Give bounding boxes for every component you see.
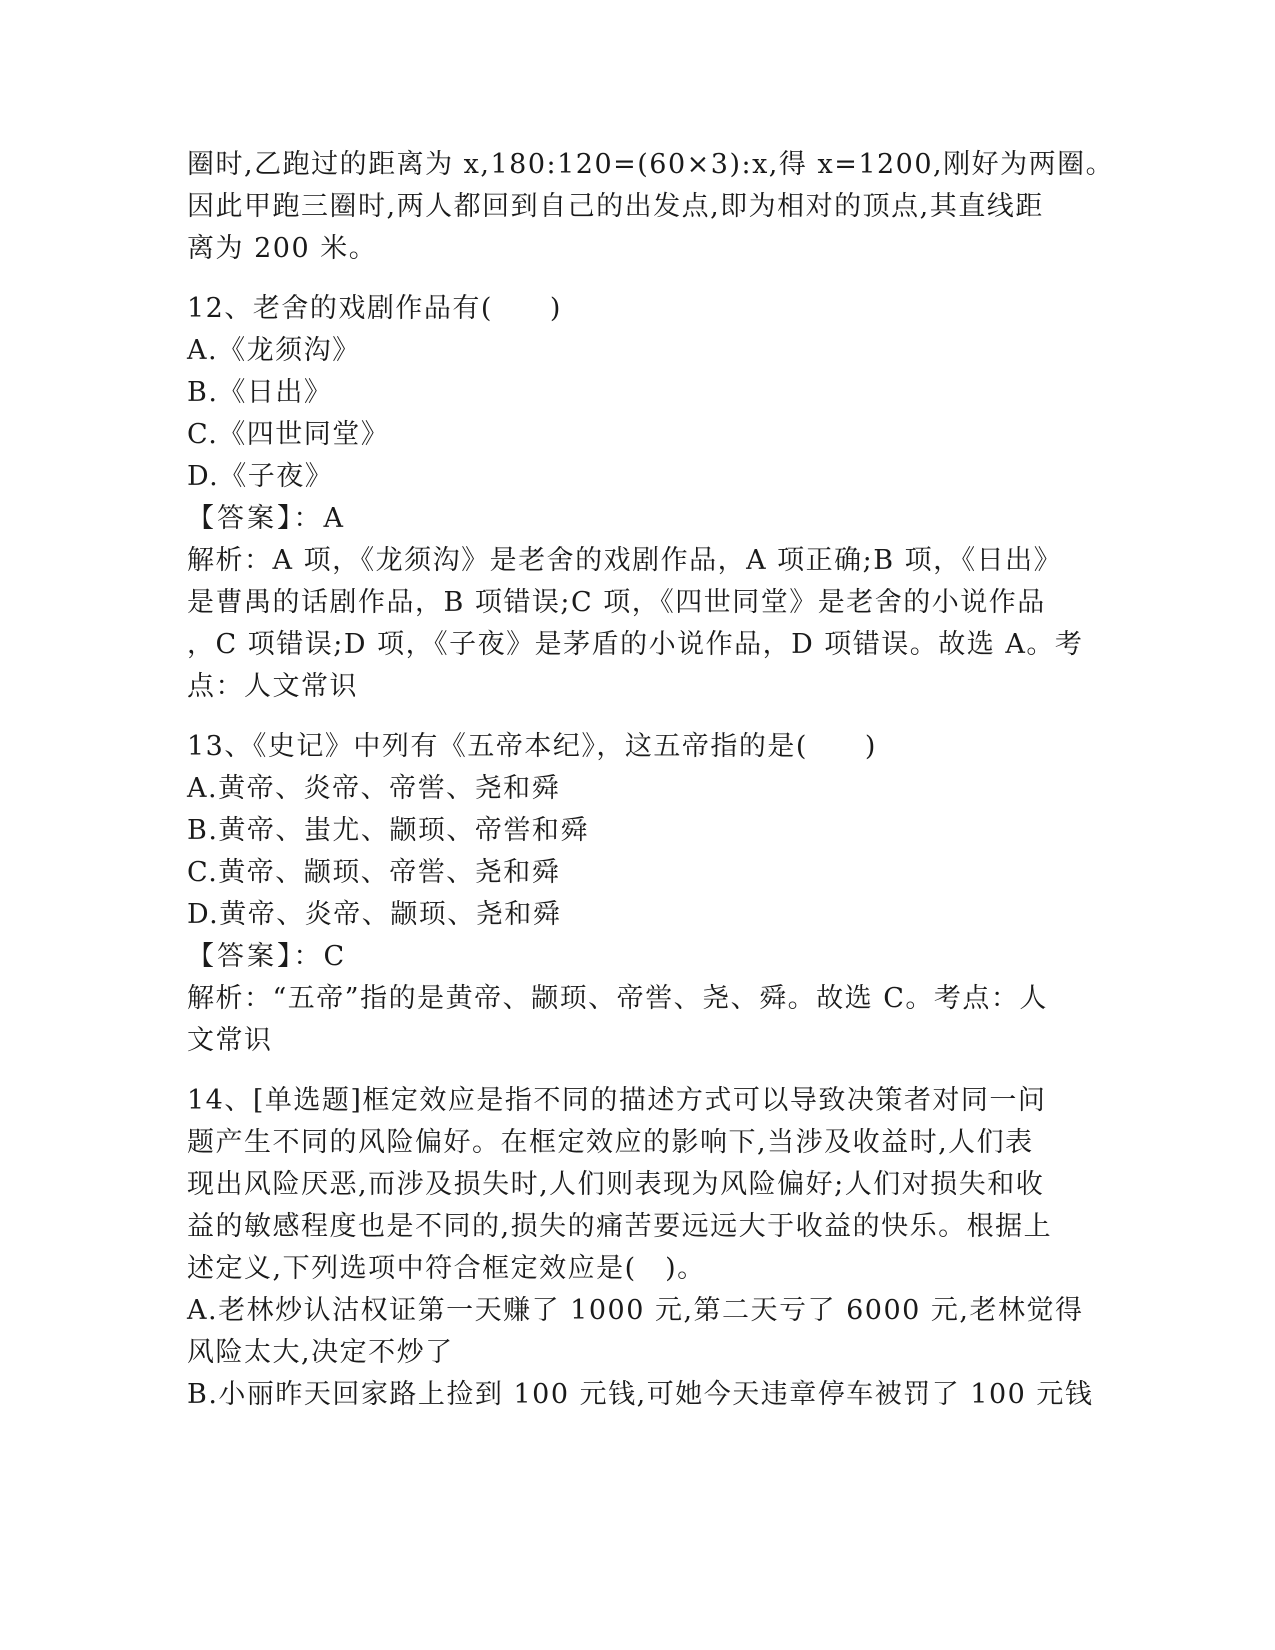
text-line: 圈时,乙跑过的距离为 x,180:120=(60×3):x,得 x=1200,刚好为两圈。 xyxy=(187,149,1115,180)
option-a: A.老林炒认沽权证第一天赚了 1000 元,第二天亏了 6000 元,老林觉得 xyxy=(187,1295,1084,1326)
answer: 【答案】：A xyxy=(187,503,346,534)
question-text: 12、老舍的戏剧作品有( ) xyxy=(187,293,562,324)
analysis-line: 是曹禺的话剧作品，B 项错误;C 项，《四世同堂》是老舍的小说作品 xyxy=(187,587,1046,618)
option-a: A.《龙须沟》 xyxy=(187,335,361,366)
question-12 xyxy=(187,288,1084,708)
option-a: A.黄帝、炎帝、帝喾、尧和舜 xyxy=(187,773,561,804)
option-c: C.《四世同堂》 xyxy=(187,419,390,450)
question-text: 现出风险厌恶,而涉及损失时,人们则表现为风险偏好;人们对损失和收 xyxy=(187,1169,1045,1200)
question-text: 述定义,下列选项中符合框定效应是( )。 xyxy=(187,1253,706,1284)
analysis-line: ，C 项错误;D 项，《子夜》是茅盾的小说作品，D 项错误。故选 A。考 xyxy=(187,629,1084,660)
option-a-continued: 风险太大,决定不炒了 xyxy=(187,1337,454,1368)
analysis-line: 点：人文常识 xyxy=(187,671,358,702)
intro-explanation xyxy=(187,144,1115,270)
question-text: 益的敏感程度也是不同的,损失的痛苦要远远大于收益的快乐。根据上 xyxy=(187,1211,1053,1242)
option-d: D.《子夜》 xyxy=(187,461,334,492)
option-b: B.黄帝、蚩尤、颛顼、帝喾和舜 xyxy=(187,815,589,846)
text-line: 因此甲跑三圈时,两人都回到自己的出发点,即为相对的顶点,其直线距 xyxy=(187,191,1044,222)
answer: 【答案】：C xyxy=(187,941,348,972)
option-b: B.《日出》 xyxy=(187,377,333,408)
option-b: B.小丽昨天回家路上捡到 100 元钱,可她今天违章停车被罚了 100 元钱 xyxy=(187,1379,1094,1410)
question-14 xyxy=(187,1080,1094,1416)
question-text: 13、《史记》中列有《五帝本纪》，这五帝指的是( ) xyxy=(187,731,877,762)
text-line: 离为 200 米。 xyxy=(187,233,378,264)
question-13 xyxy=(187,726,1067,1062)
page-content xyxy=(187,144,1115,1434)
option-c: C.黄帝、颛顼、帝喾、尧和舜 xyxy=(187,857,561,888)
analysis-line: 解析：A 项，《龙须沟》是老舍的戏剧作品，A 项正确;B 项，《日出》 xyxy=(187,545,1063,576)
analysis-line: 解析：“五帝”指的是黄帝、颛顼、帝喾、尧、舜。故选 C。考点：人 xyxy=(187,983,1048,1014)
question-text: 题产生不同的风险偏好。在框定效应的影响下,当涉及收益时,人们表 xyxy=(187,1127,1034,1158)
option-d: D.黄帝、炎帝、颛顼、尧和舜 xyxy=(187,899,562,930)
question-text: 14、[单选题]框定效应是指不同的描述方式可以导致决策者对同一问 xyxy=(187,1085,1047,1116)
analysis-line: 文常识 xyxy=(187,1025,273,1056)
